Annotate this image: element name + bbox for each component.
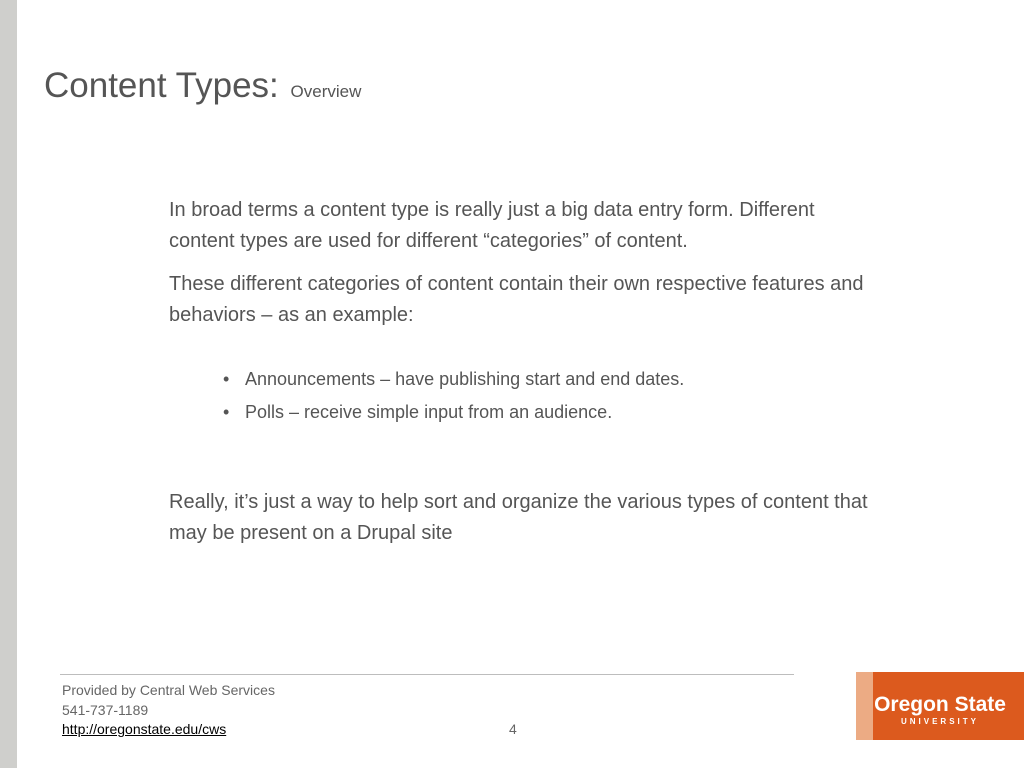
left-accent-bar bbox=[0, 0, 17, 768]
footer-divider bbox=[60, 674, 794, 675]
footer bbox=[62, 681, 275, 740]
intro-paragraph: In broad terms a content type is really just a big data entry form. Different content types are used for different “categories” of content. bbox=[169, 199, 815, 252]
list-item-text: Polls – receive simple input from an audience. bbox=[245, 402, 613, 422]
page-number: 4 bbox=[509, 721, 517, 737]
logo-sub: UNIVERSITY bbox=[900, 717, 980, 726]
closing-paragraph: Really, it’s just a way to help sort and organize the various types of content that may be present on a Drupal site bbox=[169, 491, 868, 544]
bullet-icon: • bbox=[223, 402, 230, 422]
oregon-state-logo bbox=[856, 672, 1024, 740]
example-list bbox=[169, 363, 869, 429]
logo-name: Oregon State bbox=[874, 693, 1006, 716]
slide-title bbox=[44, 66, 361, 106]
slide-body bbox=[169, 195, 869, 561]
categories-paragraph: These different categories of content contain their own respective features and behaviors – as an example: bbox=[169, 273, 864, 326]
footer-phone: 541-737-1189 bbox=[62, 701, 149, 718]
title-text: Content Types: bbox=[44, 66, 279, 105]
bullet-icon: • bbox=[223, 369, 230, 389]
title-subtitle: Overview bbox=[290, 82, 362, 101]
list-item bbox=[223, 363, 869, 396]
list-item-text: Announcements – have publishing start and end dates. bbox=[245, 369, 685, 389]
footer-link[interactable]: http://oregonstate.edu/cws bbox=[62, 721, 227, 737]
footer-provider: Provided by Central Web Services bbox=[62, 682, 275, 698]
list-item bbox=[223, 396, 869, 429]
